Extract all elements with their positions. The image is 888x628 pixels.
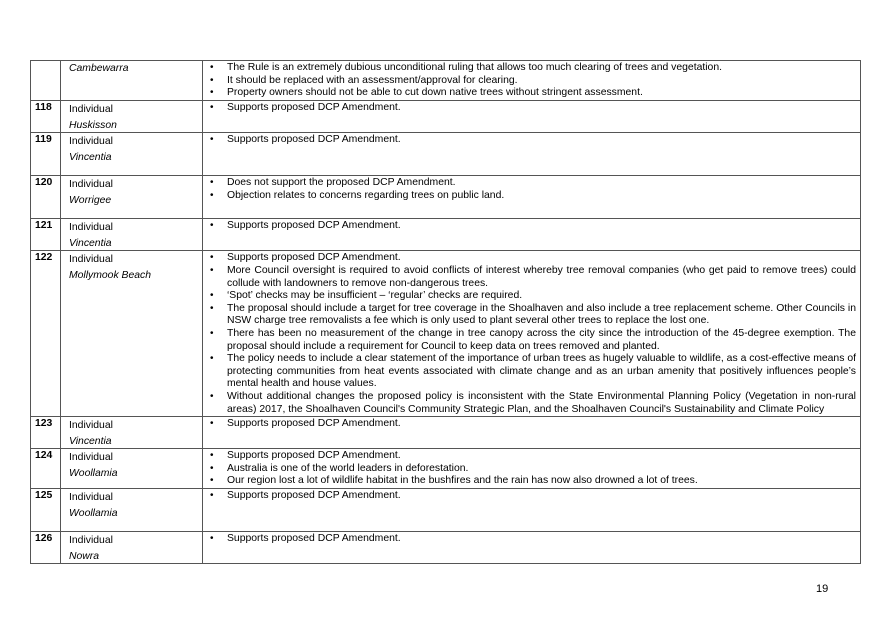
submitter-type: Individual [69,222,113,234]
submissions-table [30,60,861,564]
comment-list [203,102,856,115]
submissions-table-body [31,61,861,564]
table-row [31,101,861,133]
table-row [31,251,861,417]
submitter-type: Individual [69,420,113,432]
submission-number: 122 [31,251,61,417]
comment-item: • Supports proposed DCP Amendment. [203,134,856,147]
comment-list [203,134,856,147]
comment-item: • It should be replaced with an assessment/approval for clearing. [203,75,856,88]
comment-item: • There has been no measurement of the change in tree canopy across the city since the introduction of the 45-degree exemption. The proposal should include a requirement for Council to keep data on trees removed and planted. [203,328,856,353]
submitter-cell [61,133,203,176]
submitter-cell [61,101,203,133]
submitter-location: Huskisson [69,119,117,131]
comment-list [203,533,856,546]
comment-item: • Supports proposed DCP Amendment. [203,252,856,265]
submitter-location: Cambewarra [69,63,129,74]
submitter-cell [61,61,203,101]
submitter-cell [61,489,203,532]
comments-cell [203,449,861,489]
comment-item: • Does not support the proposed DCP Amendment. [203,177,856,190]
submitter-location: Worrigee [69,194,112,206]
comment-item: • Australia is one of the world leaders in deforestation. [203,463,856,476]
table-row [31,61,861,101]
table-row [31,532,861,564]
submission-number: 121 [31,219,61,251]
submitter-type: Individual [69,492,113,504]
comment-list [203,220,856,233]
page-number: 19 [816,583,829,595]
comment-list [203,418,856,431]
submission-number: 118 [31,101,61,133]
submitter-location: Woollamia [69,507,118,519]
submitter-cell [61,532,203,564]
comment-item: • Property owners should not be able to cut down native trees without stringent assessment. [203,87,856,100]
comment-item: • Our region lost a lot of wildlife habitat in the bushfires and the rain has now also drowned a lot of trees. [203,475,856,488]
comment-item: • Without additional changes the proposed policy is inconsistent with the State Environmental Planning Policy (Vegetation in non-rural areas) 2017, the Shoalhaven Council's Community Strategic Plan, and the Shoalhaven Council's Sustainability and Climate Policy [203,391,856,416]
comment-list [203,490,856,503]
comment-item: • ‘Spot’ checks may be insufficient – ‘regular’ checks are required. [203,290,856,303]
submitter-type: Individual [69,104,113,115]
comment-list [203,62,856,100]
submitter-location: Mollymook Beach [69,269,152,281]
comments-cell [203,176,861,219]
comments-cell [203,532,861,564]
comments-cell [203,101,861,133]
comment-list [203,450,856,488]
submission-number: 124 [31,449,61,489]
comment-item: • The Rule is an extremely dubious unconditional ruling that allows too much clearing of trees and vegetation. [203,62,856,75]
comment-item: • Supports proposed DCP Amendment. [203,490,856,503]
submitter-type: Individual [69,179,113,191]
table-row [31,417,861,449]
submission-number: 119 [31,133,61,176]
comments-cell [203,417,861,449]
table-row [31,489,861,532]
table-row [31,449,861,489]
submission-number: 120 [31,176,61,219]
submitter-location: Vincentia [69,151,112,163]
submitter-location: Nowra [69,550,100,562]
submitter-cell [61,417,203,449]
comment-item: • Supports proposed DCP Amendment. [203,418,856,431]
comments-cell [203,133,861,176]
comment-item: • The proposal should include a target for tree coverage in the Shoalhaven and also include a tree replacement scheme. Other Councils in NSW charge tree removalists a fee which is only used to plant several other trees to replace the lost one. [203,303,856,328]
comments-cell [203,219,861,251]
comments-cell [203,61,861,101]
comments-cell [203,251,861,417]
table-row [31,176,861,219]
comment-list [203,252,856,416]
submitter-cell [61,219,203,251]
submission-number: 123 [31,417,61,449]
comment-item: • The policy needs to include a clear statement of the importance of urban trees as hugely valuable to wildlife, as a cost-effective means of protecting communities from heat events associated with climate change and as an urban amenity that positively influences people’s mental health and house values. [203,353,856,391]
comment-item: • Supports proposed DCP Amendment. [203,102,856,115]
submission-number: 125 [31,489,61,532]
submitter-type: Individual [69,136,113,148]
submitter-location: Woollamia [69,467,118,479]
submitter-type: Individual [69,535,113,547]
table-row [31,219,861,251]
submitter-cell [61,449,203,489]
comment-item: • Objection relates to concerns regarding trees on public land. [203,190,856,203]
submitter-location: Vincentia [69,237,112,249]
submission-number [31,61,61,101]
submission-number: 126 [31,532,61,564]
submitter-cell [61,251,203,417]
comments-cell [203,489,861,532]
table-row [31,133,861,176]
submitter-cell [61,176,203,219]
comment-item: • More Council oversight is required to avoid conflicts of interest whereby tree removal companies (who get paid to remove trees) could collude with landowners to remove non-dangerous trees. [203,265,856,290]
comment-list [203,177,856,202]
submitter-type: Individual [69,452,113,464]
comment-item: • Supports proposed DCP Amendment. [203,220,856,233]
comment-item: • Supports proposed DCP Amendment. [203,533,856,546]
submitter-location: Vincentia [69,435,112,447]
comment-item: • Supports proposed DCP Amendment. [203,450,856,463]
submitter-type: Individual [69,254,113,266]
